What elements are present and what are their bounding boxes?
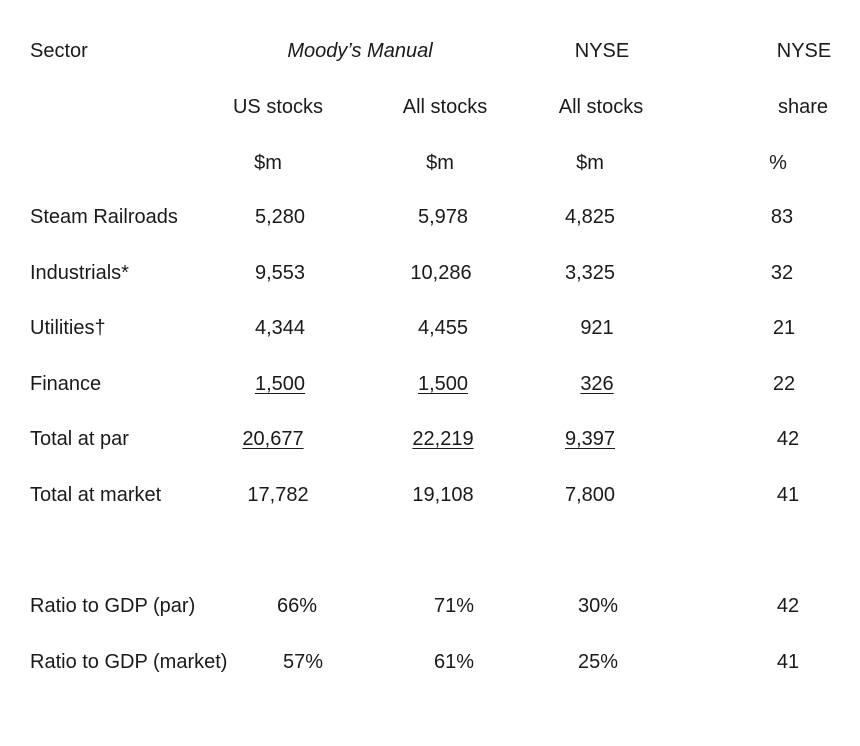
ratio-all: 61% [433, 651, 475, 673]
header-sector: Sector [30, 40, 88, 62]
ratio-nyse: 25% [577, 651, 619, 673]
row-share: 42 [776, 428, 800, 450]
ratio-all: 71% [433, 595, 475, 617]
row-nyse: 921 [580, 317, 614, 339]
header-us-stocks: US stocks [232, 96, 324, 118]
row-all: 5,978 [417, 206, 469, 228]
ratio-share: 41 [776, 651, 800, 673]
row-us: 4,344 [254, 317, 306, 339]
ratio-label: Ratio to GDP (par) [30, 595, 196, 617]
ratio-nyse: 30% [577, 595, 619, 617]
row-nyse: 3,325 [564, 262, 616, 284]
ratio-us: 66% [276, 595, 318, 617]
row-share: 83 [770, 206, 794, 228]
ratio-share: 42 [776, 595, 800, 617]
row-sector: Industrials* [30, 262, 129, 284]
row-sector: Total at par [30, 428, 129, 450]
header-nyse-share: NYSE [776, 40, 832, 62]
header-unit-share: % [769, 152, 787, 174]
header-unit-us: $m [254, 152, 282, 174]
header-unit-all: $m [426, 152, 454, 174]
ratio-label: Ratio to GDP (market) [30, 651, 228, 673]
row-us: 20,677 [242, 428, 304, 450]
row-us: 1,500 [254, 373, 306, 395]
header-unit-nyse: $m [576, 152, 604, 174]
row-share: 22 [772, 373, 796, 395]
row-sector: Total at market [30, 484, 162, 506]
header-nyse-all-stocks: All stocks [558, 96, 644, 118]
row-all: 1,500 [417, 373, 469, 395]
row-us: 5,280 [254, 206, 306, 228]
row-sector: Finance [30, 373, 102, 395]
row-nyse: 7,800 [564, 484, 616, 506]
row-nyse: 4,825 [564, 206, 616, 228]
header-moodys-manual: Moody’s Manual [287, 40, 433, 62]
row-sector: Utilities† [30, 317, 106, 339]
row-all: 10,286 [410, 262, 472, 284]
row-sector: Steam Railroads [30, 206, 178, 228]
header-share: share [777, 96, 829, 118]
row-us: 9,553 [254, 262, 306, 284]
row-share: 32 [770, 262, 794, 284]
row-all: 4,455 [417, 317, 469, 339]
row-all: 22,219 [412, 428, 474, 450]
row-share: 41 [776, 484, 800, 506]
header-all-stocks: All stocks [402, 96, 488, 118]
ratio-us: 57% [282, 651, 324, 673]
row-nyse: 326 [580, 373, 614, 395]
row-all: 19,108 [412, 484, 474, 506]
header-nyse: NYSE [574, 40, 630, 62]
row-nyse: 9,397 [564, 428, 616, 450]
row-share: 21 [772, 317, 796, 339]
row-us: 17,782 [247, 484, 309, 506]
